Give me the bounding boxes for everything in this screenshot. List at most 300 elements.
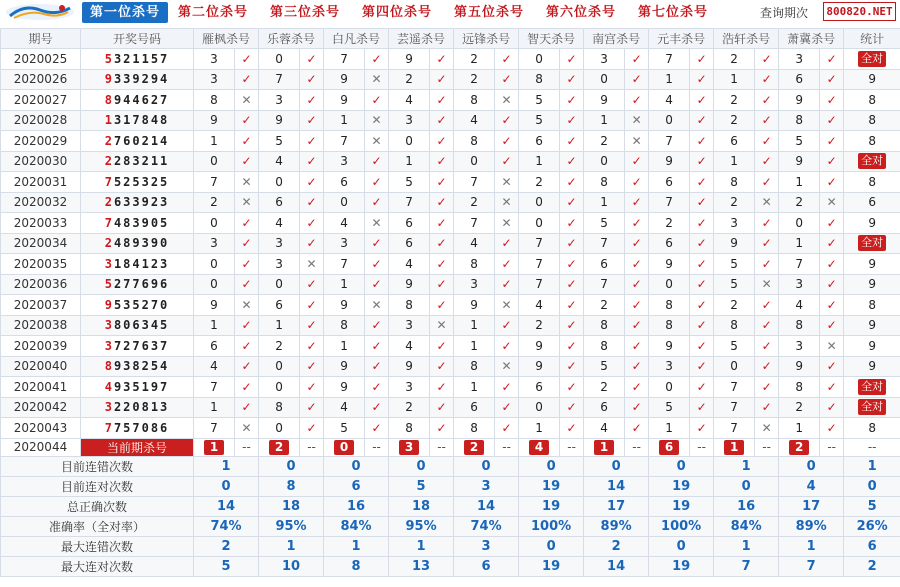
current-kill-cell bbox=[714, 438, 755, 456]
all-correct-badge: 全对 bbox=[858, 399, 886, 415]
draw-remaining-digits: 283211 bbox=[113, 154, 170, 169]
draw-remaining-digits: 760214 bbox=[113, 133, 170, 148]
stat-cell: 8 bbox=[844, 418, 900, 439]
check-icon: ✓ bbox=[430, 377, 454, 398]
check-icon: ✓ bbox=[235, 69, 259, 90]
stat-cell: 8 bbox=[844, 131, 900, 152]
summary-row bbox=[1, 456, 900, 476]
kill-number-cell: 2 bbox=[779, 192, 820, 213]
draw-first-digit: 7 bbox=[104, 174, 114, 189]
check-icon: ✓ bbox=[430, 397, 454, 418]
current-kill-label: 当前期杀号 bbox=[81, 438, 194, 456]
kill-number-cell: 3 bbox=[779, 49, 820, 70]
check-icon: ✓ bbox=[625, 418, 649, 439]
kill-number-cell: 7 bbox=[519, 233, 560, 254]
tab-position-2[interactable]: 第二位杀号 bbox=[178, 5, 249, 20]
current-kill-cell bbox=[259, 438, 300, 456]
kill-number-cell: 5 bbox=[584, 213, 625, 234]
check-icon: ✓ bbox=[430, 90, 454, 111]
kill-number-cell: 9 bbox=[389, 49, 430, 70]
draw-first-digit: 5 bbox=[104, 277, 114, 292]
all-correct-badge: 全对 bbox=[858, 235, 886, 251]
draw-remaining-digits: 317848 bbox=[113, 113, 170, 128]
kill-number-cell: 1 bbox=[779, 172, 820, 193]
kill-number-cell: 4 bbox=[454, 110, 495, 131]
period-cell: 2020043 bbox=[1, 418, 81, 439]
current-period-row bbox=[1, 438, 900, 456]
kill-number-cell: 7 bbox=[649, 49, 690, 70]
summary-value: 4 bbox=[779, 476, 844, 496]
pending-mark: -- bbox=[235, 438, 259, 456]
tab-position-7[interactable]: 第七位杀号 bbox=[638, 5, 709, 20]
kill-number-cell: 2 bbox=[194, 192, 235, 213]
current-kill-number: 0 bbox=[334, 440, 354, 455]
summary-value: 5 bbox=[389, 476, 454, 496]
kill-number-cell: 3 bbox=[259, 90, 300, 111]
kill-number-cell: 3 bbox=[389, 377, 430, 398]
draw-remaining-digits: 535270 bbox=[113, 297, 170, 312]
draw-number-cell bbox=[81, 192, 194, 213]
check-icon: ✓ bbox=[755, 131, 779, 152]
kill-number-cell: 0 bbox=[194, 151, 235, 172]
check-icon: ✓ bbox=[690, 356, 714, 377]
cross-icon: ✕ bbox=[755, 274, 779, 295]
draw-first-digit: 8 bbox=[104, 359, 114, 374]
kill-number-cell: 3 bbox=[714, 213, 755, 234]
kill-number-cell: 5 bbox=[714, 336, 755, 357]
kill-number-cell: 0 bbox=[454, 151, 495, 172]
draw-remaining-digits: 944627 bbox=[113, 92, 170, 107]
draw-first-digit: 2 bbox=[104, 154, 114, 169]
summary-label: 目前连错次数 bbox=[1, 456, 194, 476]
kill-number-cell: 2 bbox=[259, 336, 300, 357]
kill-number-cell: 3 bbox=[779, 274, 820, 295]
check-icon: ✓ bbox=[300, 110, 324, 131]
draw-first-digit: 7 bbox=[104, 420, 114, 435]
summary-value: 100% bbox=[519, 516, 584, 536]
check-icon: ✓ bbox=[820, 274, 844, 295]
stat-cell: 9 bbox=[844, 336, 900, 357]
table-row bbox=[1, 274, 900, 295]
table-row bbox=[1, 418, 900, 439]
kill-number-cell: 2 bbox=[454, 69, 495, 90]
kill-number-cell: 1 bbox=[194, 315, 235, 336]
check-icon: ✓ bbox=[300, 233, 324, 254]
kill-number-cell: 8 bbox=[714, 315, 755, 336]
table-row bbox=[1, 192, 900, 213]
cross-icon: ✕ bbox=[625, 110, 649, 131]
table-row bbox=[1, 69, 900, 90]
check-icon: ✓ bbox=[235, 315, 259, 336]
kill-number-cell: 3 bbox=[389, 315, 430, 336]
current-kill-cell bbox=[389, 438, 430, 456]
check-icon: ✓ bbox=[235, 377, 259, 398]
check-icon: ✓ bbox=[690, 213, 714, 234]
check-icon: ✓ bbox=[820, 295, 844, 316]
kill-number-cell: 5 bbox=[584, 356, 625, 377]
check-icon: ✓ bbox=[755, 315, 779, 336]
kill-number-cell: 2 bbox=[649, 213, 690, 234]
kill-number-cell: 4 bbox=[324, 397, 365, 418]
kill-number-cell: 7 bbox=[389, 192, 430, 213]
check-icon: ✓ bbox=[430, 274, 454, 295]
tab-position-4[interactable]: 第四位杀号 bbox=[362, 5, 433, 20]
kill-number-cell: 5 bbox=[259, 131, 300, 152]
summary-value: 0 bbox=[389, 456, 454, 476]
kill-number-cell: 2 bbox=[714, 295, 755, 316]
tab-position-3[interactable]: 第三位杀号 bbox=[270, 5, 341, 20]
current-kill-cell bbox=[324, 438, 365, 456]
kill-number-cell: 9 bbox=[714, 233, 755, 254]
check-icon: ✓ bbox=[560, 172, 584, 193]
check-icon: ✓ bbox=[690, 254, 714, 275]
kill-number-cell: 2 bbox=[714, 90, 755, 111]
check-icon: ✓ bbox=[820, 397, 844, 418]
check-icon: ✓ bbox=[560, 377, 584, 398]
kill-number-cell: 8 bbox=[779, 315, 820, 336]
kill-number-cell: 5 bbox=[714, 254, 755, 275]
current-kill-number: 2 bbox=[789, 440, 809, 455]
kill-number-cell: 7 bbox=[259, 69, 300, 90]
summary-value: 0 bbox=[324, 456, 389, 476]
draw-number-cell bbox=[81, 110, 194, 131]
draw-remaining-digits: 525325 bbox=[113, 174, 170, 189]
draw-first-digit: 3 bbox=[104, 318, 114, 333]
kill-number-cell: 4 bbox=[454, 233, 495, 254]
draw-number-cell bbox=[81, 131, 194, 152]
check-icon: ✓ bbox=[625, 192, 649, 213]
summary-value: 100% bbox=[649, 516, 714, 536]
check-icon: ✓ bbox=[235, 110, 259, 131]
summary-value: 89% bbox=[584, 516, 649, 536]
kill-number-cell: 1 bbox=[714, 69, 755, 90]
tab-position-1[interactable]: 第一位杀号 bbox=[82, 2, 168, 23]
check-icon: ✓ bbox=[430, 254, 454, 275]
summary-value: 0 bbox=[519, 536, 584, 556]
site-logo[interactable] bbox=[4, 2, 76, 22]
header-draw: 开奖号码 bbox=[81, 29, 194, 49]
draw-number-cell bbox=[81, 69, 194, 90]
current-kill-cell bbox=[649, 438, 690, 456]
kill-number-cell: 5 bbox=[649, 397, 690, 418]
check-icon: ✓ bbox=[820, 131, 844, 152]
current-kill-cell bbox=[454, 438, 495, 456]
stat-cell: 8 bbox=[844, 110, 900, 131]
check-icon: ✓ bbox=[430, 418, 454, 439]
stat-cell: -- bbox=[844, 438, 900, 456]
check-icon: ✓ bbox=[365, 356, 389, 377]
kill-number-cell: 8 bbox=[584, 336, 625, 357]
check-icon: ✓ bbox=[560, 233, 584, 254]
kill-number-cell: 7 bbox=[324, 49, 365, 70]
kill-table bbox=[0, 28, 900, 577]
kill-number-cell: 8 bbox=[454, 356, 495, 377]
summary-value: 16 bbox=[714, 496, 779, 516]
check-icon: ✓ bbox=[365, 90, 389, 111]
check-icon: ✓ bbox=[690, 110, 714, 131]
query-label: 查询期次 bbox=[760, 6, 809, 20]
check-icon: ✓ bbox=[365, 377, 389, 398]
draw-remaining-digits: 935197 bbox=[113, 379, 170, 394]
cross-icon: ✕ bbox=[820, 192, 844, 213]
kill-number-cell: 9 bbox=[389, 274, 430, 295]
summary-value: 17 bbox=[779, 496, 844, 516]
kill-number-cell: 0 bbox=[259, 377, 300, 398]
kill-number-cell: 3 bbox=[194, 49, 235, 70]
draw-first-digit: 3 bbox=[104, 338, 114, 353]
summary-value: 6 bbox=[324, 476, 389, 496]
period-cell: 2020029 bbox=[1, 131, 81, 152]
kill-number-cell: 9 bbox=[779, 356, 820, 377]
summary-value: 74% bbox=[454, 516, 519, 536]
stat-cell: 9 bbox=[844, 69, 900, 90]
check-icon: ✓ bbox=[365, 418, 389, 439]
kill-number-cell: 0 bbox=[779, 213, 820, 234]
kill-number-cell: 0 bbox=[389, 131, 430, 152]
summary-value: 10 bbox=[259, 556, 324, 576]
period-cell: 2020036 bbox=[1, 274, 81, 295]
summary-label: 目前连对次数 bbox=[1, 476, 194, 496]
kill-number-cell: 9 bbox=[389, 356, 430, 377]
draw-number-cell bbox=[81, 295, 194, 316]
summary-value: 0 bbox=[584, 456, 649, 476]
draw-remaining-digits: 489390 bbox=[113, 236, 170, 251]
summary-value: 26% bbox=[844, 516, 900, 536]
summary-value: 14 bbox=[454, 496, 519, 516]
draw-number-cell bbox=[81, 336, 194, 357]
kill-number-cell: 2 bbox=[584, 295, 625, 316]
check-icon: ✓ bbox=[755, 377, 779, 398]
kill-number-cell: 9 bbox=[454, 295, 495, 316]
check-icon: ✓ bbox=[625, 397, 649, 418]
check-icon: ✓ bbox=[560, 397, 584, 418]
kill-number-cell: 2 bbox=[584, 377, 625, 398]
summary-label: 总正确次数 bbox=[1, 496, 194, 516]
check-icon: ✓ bbox=[820, 151, 844, 172]
summary-value: 0 bbox=[779, 456, 844, 476]
summary-row bbox=[1, 536, 900, 556]
summary-row bbox=[1, 496, 900, 516]
period-cell: 2020034 bbox=[1, 233, 81, 254]
cross-icon: ✕ bbox=[495, 172, 519, 193]
summary-value: 18 bbox=[259, 496, 324, 516]
check-icon: ✓ bbox=[495, 377, 519, 398]
kill-number-cell: 4 bbox=[324, 213, 365, 234]
summary-value: 14 bbox=[584, 556, 649, 576]
kill-number-cell: 3 bbox=[194, 69, 235, 90]
kill-number-cell: 0 bbox=[649, 377, 690, 398]
cross-icon: ✕ bbox=[365, 110, 389, 131]
check-icon: ✓ bbox=[625, 151, 649, 172]
cross-icon: ✕ bbox=[820, 336, 844, 357]
kill-number-cell: 1 bbox=[194, 131, 235, 152]
summary-value: 7 bbox=[714, 556, 779, 576]
current-kill-number: 3 bbox=[399, 440, 419, 455]
kill-number-cell: 8 bbox=[779, 377, 820, 398]
pending-mark: -- bbox=[625, 438, 649, 456]
kill-number-cell: 7 bbox=[519, 274, 560, 295]
header-expert: 萧冀杀号 bbox=[779, 29, 844, 49]
check-icon: ✓ bbox=[625, 69, 649, 90]
kill-number-cell: 5 bbox=[519, 90, 560, 111]
cross-icon: ✕ bbox=[235, 192, 259, 213]
check-icon: ✓ bbox=[430, 172, 454, 193]
summary-value: 18 bbox=[389, 496, 454, 516]
check-icon: ✓ bbox=[430, 356, 454, 377]
kill-number-cell: 0 bbox=[519, 192, 560, 213]
kill-number-cell: 2 bbox=[519, 172, 560, 193]
kill-number-cell: 7 bbox=[714, 418, 755, 439]
summary-value: 7 bbox=[779, 556, 844, 576]
summary-value: 84% bbox=[714, 516, 779, 536]
kill-number-cell: 2 bbox=[714, 49, 755, 70]
check-icon: ✓ bbox=[300, 172, 324, 193]
summary-value: 8 bbox=[259, 476, 324, 496]
kill-number-cell: 6 bbox=[779, 69, 820, 90]
kill-number-cell: 4 bbox=[259, 213, 300, 234]
kill-number-cell: 1 bbox=[324, 336, 365, 357]
check-icon: ✓ bbox=[495, 49, 519, 70]
check-icon: ✓ bbox=[560, 69, 584, 90]
kill-number-cell: 8 bbox=[259, 397, 300, 418]
check-icon: ✓ bbox=[625, 274, 649, 295]
header-expert: 远锋杀号 bbox=[454, 29, 519, 49]
check-icon: ✓ bbox=[820, 110, 844, 131]
draw-remaining-digits: 483905 bbox=[113, 215, 170, 230]
check-icon: ✓ bbox=[690, 192, 714, 213]
kill-number-cell: 9 bbox=[779, 151, 820, 172]
kill-number-cell: 0 bbox=[584, 69, 625, 90]
draw-first-digit: 9 bbox=[104, 297, 114, 312]
check-icon: ✓ bbox=[430, 336, 454, 357]
period-cell: 2020044 bbox=[1, 438, 81, 456]
summary-value: 1 bbox=[324, 536, 389, 556]
summary-value: 1 bbox=[779, 536, 844, 556]
pending-mark: -- bbox=[430, 438, 454, 456]
check-icon: ✓ bbox=[235, 233, 259, 254]
current-kill-number: 1 bbox=[204, 440, 224, 455]
summary-value: 3 bbox=[454, 476, 519, 496]
current-kill-number: 6 bbox=[659, 440, 679, 455]
cross-icon: ✕ bbox=[755, 192, 779, 213]
check-icon: ✓ bbox=[430, 192, 454, 213]
kill-number-cell: 8 bbox=[389, 295, 430, 316]
draw-number-cell bbox=[81, 90, 194, 111]
check-icon: ✓ bbox=[755, 397, 779, 418]
tab-position-6[interactable]: 第六位杀号 bbox=[546, 5, 617, 20]
check-icon: ✓ bbox=[300, 274, 324, 295]
check-icon: ✓ bbox=[560, 336, 584, 357]
summary-value: 3 bbox=[454, 536, 519, 556]
kill-number-cell: 5 bbox=[714, 274, 755, 295]
kill-number-cell: 0 bbox=[194, 274, 235, 295]
draw-first-digit: 3 bbox=[104, 400, 114, 415]
kill-number-cell: 0 bbox=[259, 356, 300, 377]
check-icon: ✓ bbox=[820, 315, 844, 336]
check-icon: ✓ bbox=[820, 356, 844, 377]
header-period: 期号 bbox=[1, 29, 81, 49]
summary-value: 0 bbox=[454, 456, 519, 476]
kill-number-cell: 1 bbox=[194, 397, 235, 418]
summary-value: 1 bbox=[714, 456, 779, 476]
summary-value: 16 bbox=[324, 496, 389, 516]
summary-value: 5 bbox=[844, 496, 900, 516]
cross-icon: ✕ bbox=[430, 315, 454, 336]
kill-number-cell: 8 bbox=[779, 110, 820, 131]
check-icon: ✓ bbox=[755, 213, 779, 234]
stat-cell: 9 bbox=[844, 254, 900, 275]
kill-number-cell: 6 bbox=[324, 172, 365, 193]
kill-number-cell: 7 bbox=[649, 192, 690, 213]
check-icon: ✓ bbox=[625, 295, 649, 316]
kill-number-cell: 3 bbox=[324, 151, 365, 172]
kill-number-cell: 2 bbox=[389, 397, 430, 418]
kill-number-cell: 4 bbox=[259, 151, 300, 172]
draw-number-cell bbox=[81, 233, 194, 254]
check-icon: ✓ bbox=[690, 233, 714, 254]
kill-number-cell: 4 bbox=[584, 418, 625, 439]
kill-number-cell: 6 bbox=[714, 131, 755, 152]
summary-value: 0 bbox=[649, 536, 714, 556]
check-icon: ✓ bbox=[495, 274, 519, 295]
draw-first-digit: 7 bbox=[104, 215, 114, 230]
check-icon: ✓ bbox=[820, 254, 844, 275]
header-expert: 浩轩杀号 bbox=[714, 29, 779, 49]
check-icon: ✓ bbox=[495, 233, 519, 254]
check-icon: ✓ bbox=[625, 254, 649, 275]
check-icon: ✓ bbox=[625, 49, 649, 70]
top-bar bbox=[0, 0, 900, 24]
kill-number-cell: 7 bbox=[454, 172, 495, 193]
check-icon: ✓ bbox=[495, 69, 519, 90]
kill-number-cell: 7 bbox=[779, 254, 820, 275]
check-icon: ✓ bbox=[690, 418, 714, 439]
kill-number-cell: 4 bbox=[194, 356, 235, 377]
kill-number-cell: 4 bbox=[779, 295, 820, 316]
cross-icon: ✕ bbox=[300, 254, 324, 275]
check-icon: ✓ bbox=[755, 110, 779, 131]
check-icon: ✓ bbox=[560, 315, 584, 336]
cross-icon: ✕ bbox=[625, 131, 649, 152]
check-icon: ✓ bbox=[365, 192, 389, 213]
tab-position-5[interactable]: 第五位杀号 bbox=[454, 5, 525, 20]
kill-number-cell: 0 bbox=[519, 397, 560, 418]
cross-icon: ✕ bbox=[235, 418, 259, 439]
kill-number-cell: 1 bbox=[389, 151, 430, 172]
query-input[interactable]: 800820.NET bbox=[823, 2, 896, 21]
current-kill-number: 4 bbox=[529, 440, 549, 455]
stat-cell bbox=[844, 377, 900, 398]
kill-number-cell: 5 bbox=[389, 172, 430, 193]
check-icon: ✓ bbox=[300, 418, 324, 439]
check-icon: ✓ bbox=[690, 397, 714, 418]
check-icon: ✓ bbox=[430, 295, 454, 316]
check-icon: ✓ bbox=[430, 213, 454, 234]
kill-number-cell: 7 bbox=[324, 254, 365, 275]
check-icon: ✓ bbox=[690, 274, 714, 295]
period-cell: 2020041 bbox=[1, 377, 81, 398]
pending-mark: -- bbox=[560, 438, 584, 456]
check-icon: ✓ bbox=[560, 356, 584, 377]
kill-number-cell: 1 bbox=[454, 377, 495, 398]
kill-number-cell: 3 bbox=[259, 233, 300, 254]
period-cell: 2020037 bbox=[1, 295, 81, 316]
summary-value: 2 bbox=[844, 556, 900, 576]
kill-number-cell: 8 bbox=[519, 69, 560, 90]
kill-number-cell: 6 bbox=[584, 397, 625, 418]
draw-number-cell bbox=[81, 315, 194, 336]
check-icon: ✓ bbox=[495, 131, 519, 152]
